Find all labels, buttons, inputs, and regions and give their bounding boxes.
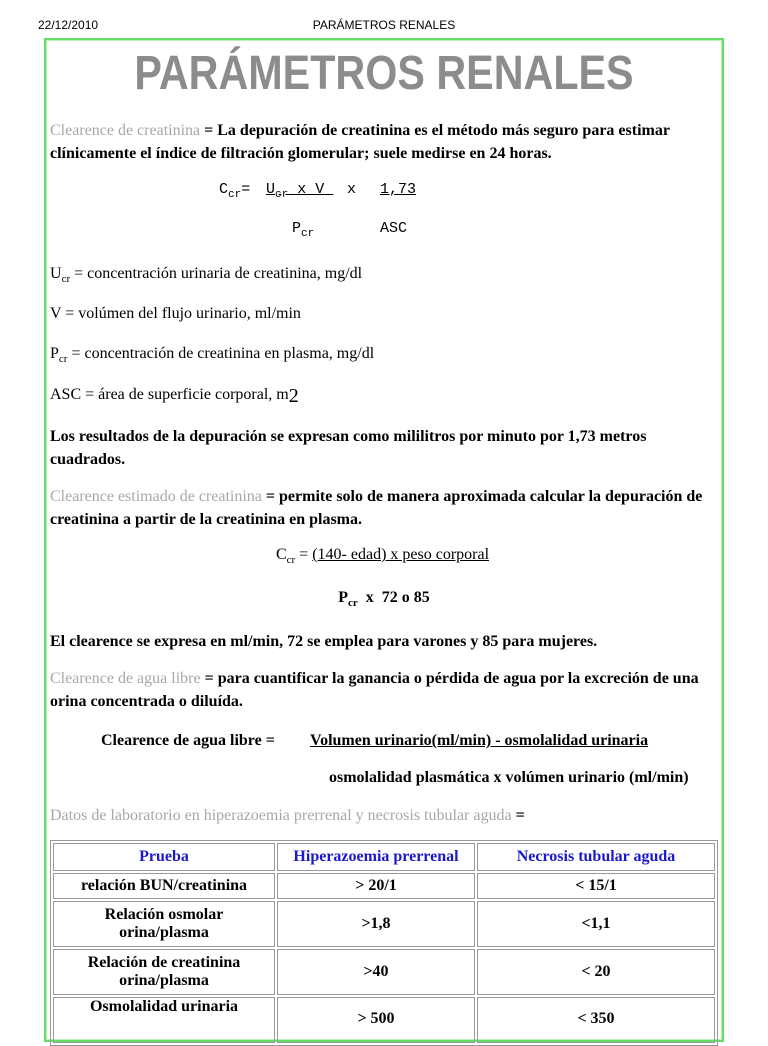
formula-agua-libre-numerator: Volumen urinario(ml/min) - osmolalidad urinaria xyxy=(310,732,649,749)
table-row xyxy=(53,873,715,899)
table-cell: > 500 xyxy=(277,997,475,1043)
header-title: PARÁMETROS RENALES xyxy=(312,18,456,32)
formula-ccr-times: x xyxy=(347,181,357,198)
table-header-hiperazoemia: Hiperazoemia prerrenal xyxy=(277,843,475,871)
paragraph-agua-libre: Clearence de agua libre = para cuantificar la ganancia o pérdida de agua por la excreción de una orina concentrada o diluída. xyxy=(50,670,699,710)
formula-agua-libre-denominator: osmolalidad plasmática x volúmen urinario (ml/min) xyxy=(329,769,689,786)
definition-ucr: $U_{cr}$ = concentración urinaria de creatinina, mg/dl xyxy=(50,265,363,285)
header-date: 22/12/2010 xyxy=(38,18,99,32)
table-header-row xyxy=(53,843,715,871)
page-header xyxy=(0,18,768,34)
document-title: PARÁMETROS RENALES xyxy=(134,47,634,100)
table-cell: >1,8 xyxy=(277,901,475,947)
table-row xyxy=(53,949,715,995)
table-row xyxy=(53,997,715,1043)
paragraph-text: = La depuración de creatinina es el método más seguro para estimar clínicamente el índice de filtración glomerular; suele medirse en 24 horas. xyxy=(50,122,670,162)
table-header-prueba: Prueba xyxy=(53,843,275,871)
table-cell: relación BUN/creatinina xyxy=(53,873,275,899)
table-cell: < 15/1 xyxy=(477,873,715,899)
table-cell: > 20/1 xyxy=(277,873,475,899)
table-cell: < 350 xyxy=(477,997,715,1043)
paragraph-laboratorio: Datos de laboratorio en hiperazoemia prerrenal y necrosis tubular aguda = xyxy=(50,807,525,824)
paragraph-clearence-estimado: Clearence estimado de creatinina = permite solo de manera aproximada calcular la depuración de creatinina a partir de la creatinina en plasma. xyxy=(50,488,703,528)
formula-ccr-estimated-denominator: $P_{cr}$ x 72 o 85 xyxy=(338,589,430,609)
definition-asc: ASC = área de superficie corporal, m2 xyxy=(50,385,299,407)
definition-pcr: $P_{cr}$ = concentración de creatinina en plasma, mg/dl xyxy=(50,345,375,365)
formula-ccr-estimated-numerator: (140- edad) x peso corporal xyxy=(312,546,490,563)
term-clearence-creatinina: Clearence de creatinina xyxy=(50,122,201,139)
term-datos-laboratorio: Datos de laboratorio en hiperazoemia prerrenal y necrosis tubular aguda xyxy=(50,807,512,824)
table-header-necrosis: Necrosis tubular aguda xyxy=(477,843,715,871)
table-cell: <1,1 xyxy=(477,901,715,947)
table-cell: Relación osmolar orina/plasma xyxy=(53,901,275,947)
term-clearence-agua-libre: Clearence de agua libre xyxy=(50,670,201,687)
paragraph-clearence-creatinina xyxy=(50,119,715,165)
formula-ccr-denominator: $P_{cr}$ xyxy=(292,220,315,240)
formula-ccr-constant: 1,73 xyxy=(380,181,417,198)
formula-agua-libre-label: Clearence de agua libre = xyxy=(101,732,275,749)
table-cell: < 20 xyxy=(477,949,715,995)
lab-data-table xyxy=(50,840,718,1046)
term-clearence-estimado: Clearence estimado de creatinina xyxy=(50,488,262,505)
formula-ccr-estimated: $C_{cr} = (140-$ edad) x peso corporal xyxy=(275,546,490,566)
formula-ccr-lhs: $C_{cr}=$ xyxy=(219,181,251,201)
definition-v: V = volúmen del flujo urinario, ml/min xyxy=(50,305,301,322)
table-cell: >40 xyxy=(277,949,475,995)
paragraph-results: Los resultados de la depuración se expresan como mililitros por minuto por 1,73 metros cuadrados. xyxy=(50,428,647,468)
table-row xyxy=(53,901,715,947)
paragraph-clearence-units: El clearence se expresa en ml/min, 72 se emplea para varones y 85 para mujeres. xyxy=(50,633,598,650)
table-cell: Osmolalidad urinaria xyxy=(53,997,275,1043)
formula-ccr-numerator: $U_{cr}$ x V xyxy=(266,181,325,201)
formula-ccr-asc: ASC xyxy=(380,220,408,237)
table-cell: Relación de creatinina orina/plasma xyxy=(53,949,275,995)
